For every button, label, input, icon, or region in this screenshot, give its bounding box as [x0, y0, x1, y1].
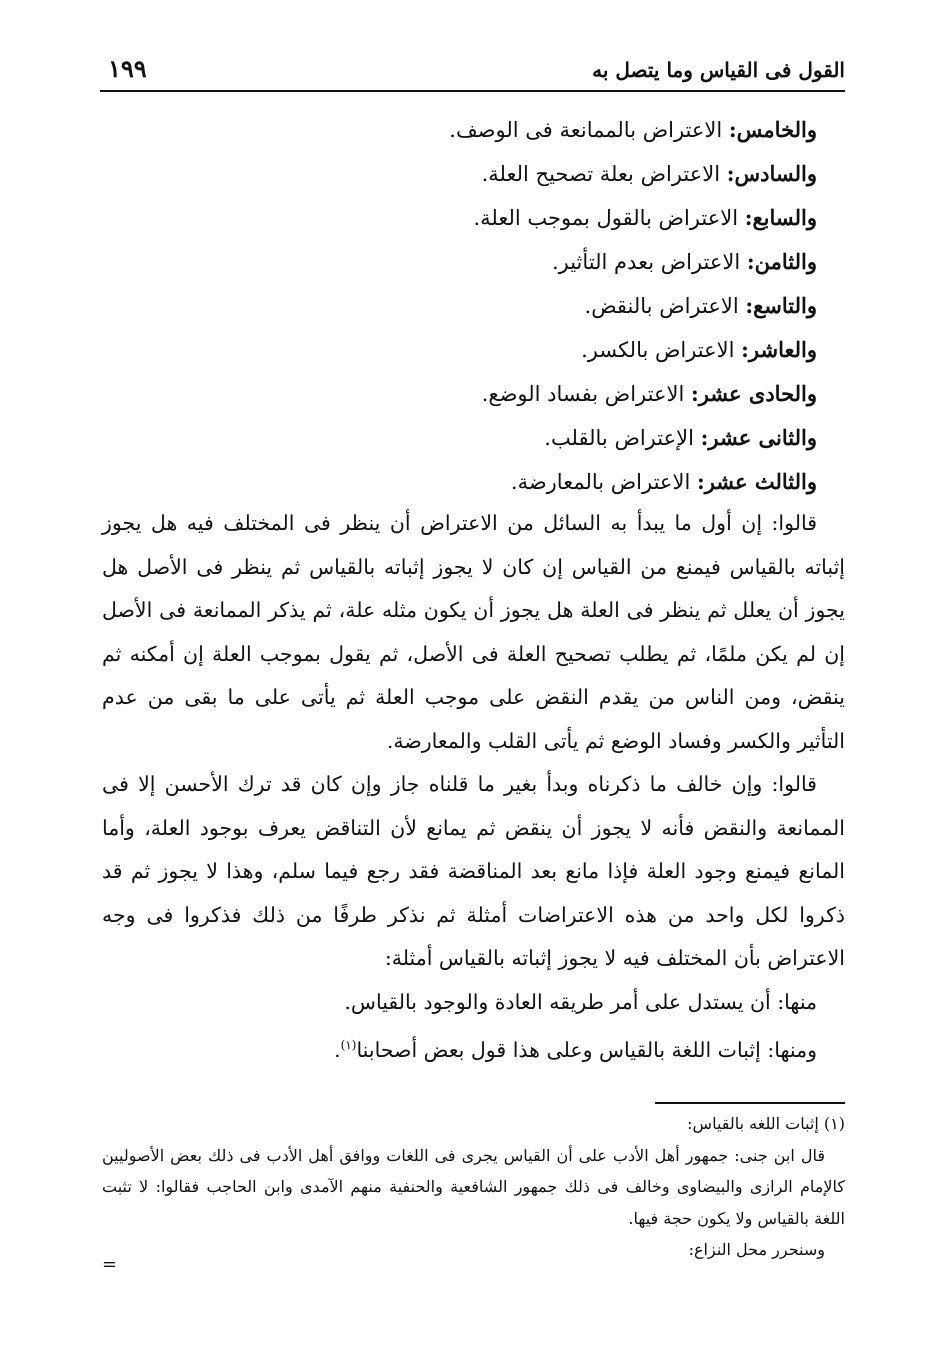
- objection-text: الإعتراض بالقلب.: [544, 426, 701, 450]
- objection-term: والسادس:: [726, 161, 817, 186]
- objection-text: الاعتراض بعدم التأثير.: [551, 250, 747, 274]
- objection-text: الاعتراض بعلة تصحيح العلة.: [481, 162, 727, 186]
- objection-term: والعاشر:: [741, 337, 817, 362]
- objection-term: والثالث عشر:: [696, 469, 817, 494]
- footnote-heading: (١) إثبات اللغه بالقياس:: [687, 1114, 845, 1133]
- objection-term: والحادى عشر:: [690, 381, 817, 406]
- footnote-text: قال ابن جنى: جمهور أهل الأدب على أن القياس يجرى فى اللغات ووافق أهل الأدب فى ذلك بعض الأصوليين كالإمام الرازى والبيضاوى وخالف فى ذلك جمهور الشافعية والحنفية منهم الآمدى وابن الحاجب فقالوا: لا تثبت اللغة بالقياس ولا يكون حجة فيها.: [102, 1145, 845, 1228]
- paragraph-example-2: [102, 1024, 845, 1072]
- footnotes: [102, 1108, 845, 1266]
- running-title: القول فى القياس وما يتصل به: [592, 58, 845, 82]
- list-item: [100, 152, 817, 196]
- objection-text: الاعتراض بالممانعة فى الوصف.: [449, 118, 729, 142]
- objection-term: والتاسع:: [745, 293, 817, 318]
- paragraph-changing-order: قالوا: وإن خالف ما ذكرناه وبدأ بغير ما قلناه جاز وإن كان قد ترك الأحسن إلا فى الممانعة والنقض فأنه لا يجوز أن ينقض ثم يمانع لأن التناقض يعرف بوجود العلة، وأما المانع فيمنع وجود العلة فإذا مانع بعد المناقضة فقد رجع فيما سلم، وهذا لا يجوز ثم قد ذكروا لكل واحد من هذه الاعتراضات أمثلة ثم نذكر طرفًا من ذلك فذكروا فى وجه الاعتراض بأن المختلف فيه لا يجوز إثباته بالقياس أمثلة:: [102, 772, 845, 970]
- list-item: [100, 416, 817, 460]
- list-item: [100, 240, 817, 284]
- list-item: [100, 196, 817, 240]
- example-2-end: .: [334, 1037, 341, 1062]
- objection-term: والسابع:: [744, 205, 817, 230]
- list-item: [100, 284, 817, 328]
- paragraph-example-1: منها: أن يستدل على أمر طريقه العادة والوجود بالقياس.: [344, 989, 817, 1014]
- continuation-mark: =: [102, 1254, 118, 1275]
- example-2-text: ومنها: إثبات اللغة بالقياس وعلى هذا قول بعض أصحابنا: [356, 1037, 817, 1062]
- footnote-reference[interactable]: (١): [340, 1038, 357, 1052]
- list-item: [100, 372, 817, 416]
- footnote-divider: [655, 1102, 845, 1104]
- page-header: [100, 50, 845, 92]
- paragraph-order-of-objections: قالوا: إن أول ما يبدأ به السائل من الاعتراض أن ينظر فى المختلف فيه هل يجوز إثباته بالقياس فيمنع من القياس إن كان لا يجوز إثباته بالقياس ثم ينظر فى الأصل هل يجوز أن يعلل ثم ينظر فى العلة هل يجوز أن يكون مثله علة، ثم يذكر الممانعة فى الأصل إن لم يكن ملمًا، ثم يطلب تصحيح العلة فى الأصل، ثم يقول بموجب العلة إن أمكنه ثم ينقض، ومن الناس من يقدم النقض على موجب العلة ثم يأتى على ما بقى من عدم التأثير والكسر وفساد الوضع ثم يأتى القلب والمعارضة.: [102, 511, 845, 753]
- main-text: [102, 502, 845, 1072]
- footnote-last-line: وسنحرر محل النزاع:: [688, 1240, 825, 1259]
- list-item: [100, 108, 817, 152]
- list-item: [100, 460, 817, 504]
- objection-text: الاعتراض بالكسر.: [581, 338, 742, 362]
- objections-list: [100, 108, 817, 504]
- objection-text: الاعتراض بالقول بموجب العلة.: [473, 206, 745, 230]
- objection-term: والثانى عشر:: [700, 425, 817, 450]
- objection-text: الاعتراض بالمعارضة.: [510, 470, 697, 494]
- objection-term: والخامس:: [728, 117, 817, 142]
- objection-text: الاعتراض بفساد الوضع.: [481, 382, 691, 406]
- page-number: ١٩٩: [108, 54, 147, 83]
- objection-term: والثامن:: [746, 249, 817, 274]
- list-item: [100, 328, 817, 372]
- objection-text: الاعتراض بالنقض.: [584, 294, 746, 318]
